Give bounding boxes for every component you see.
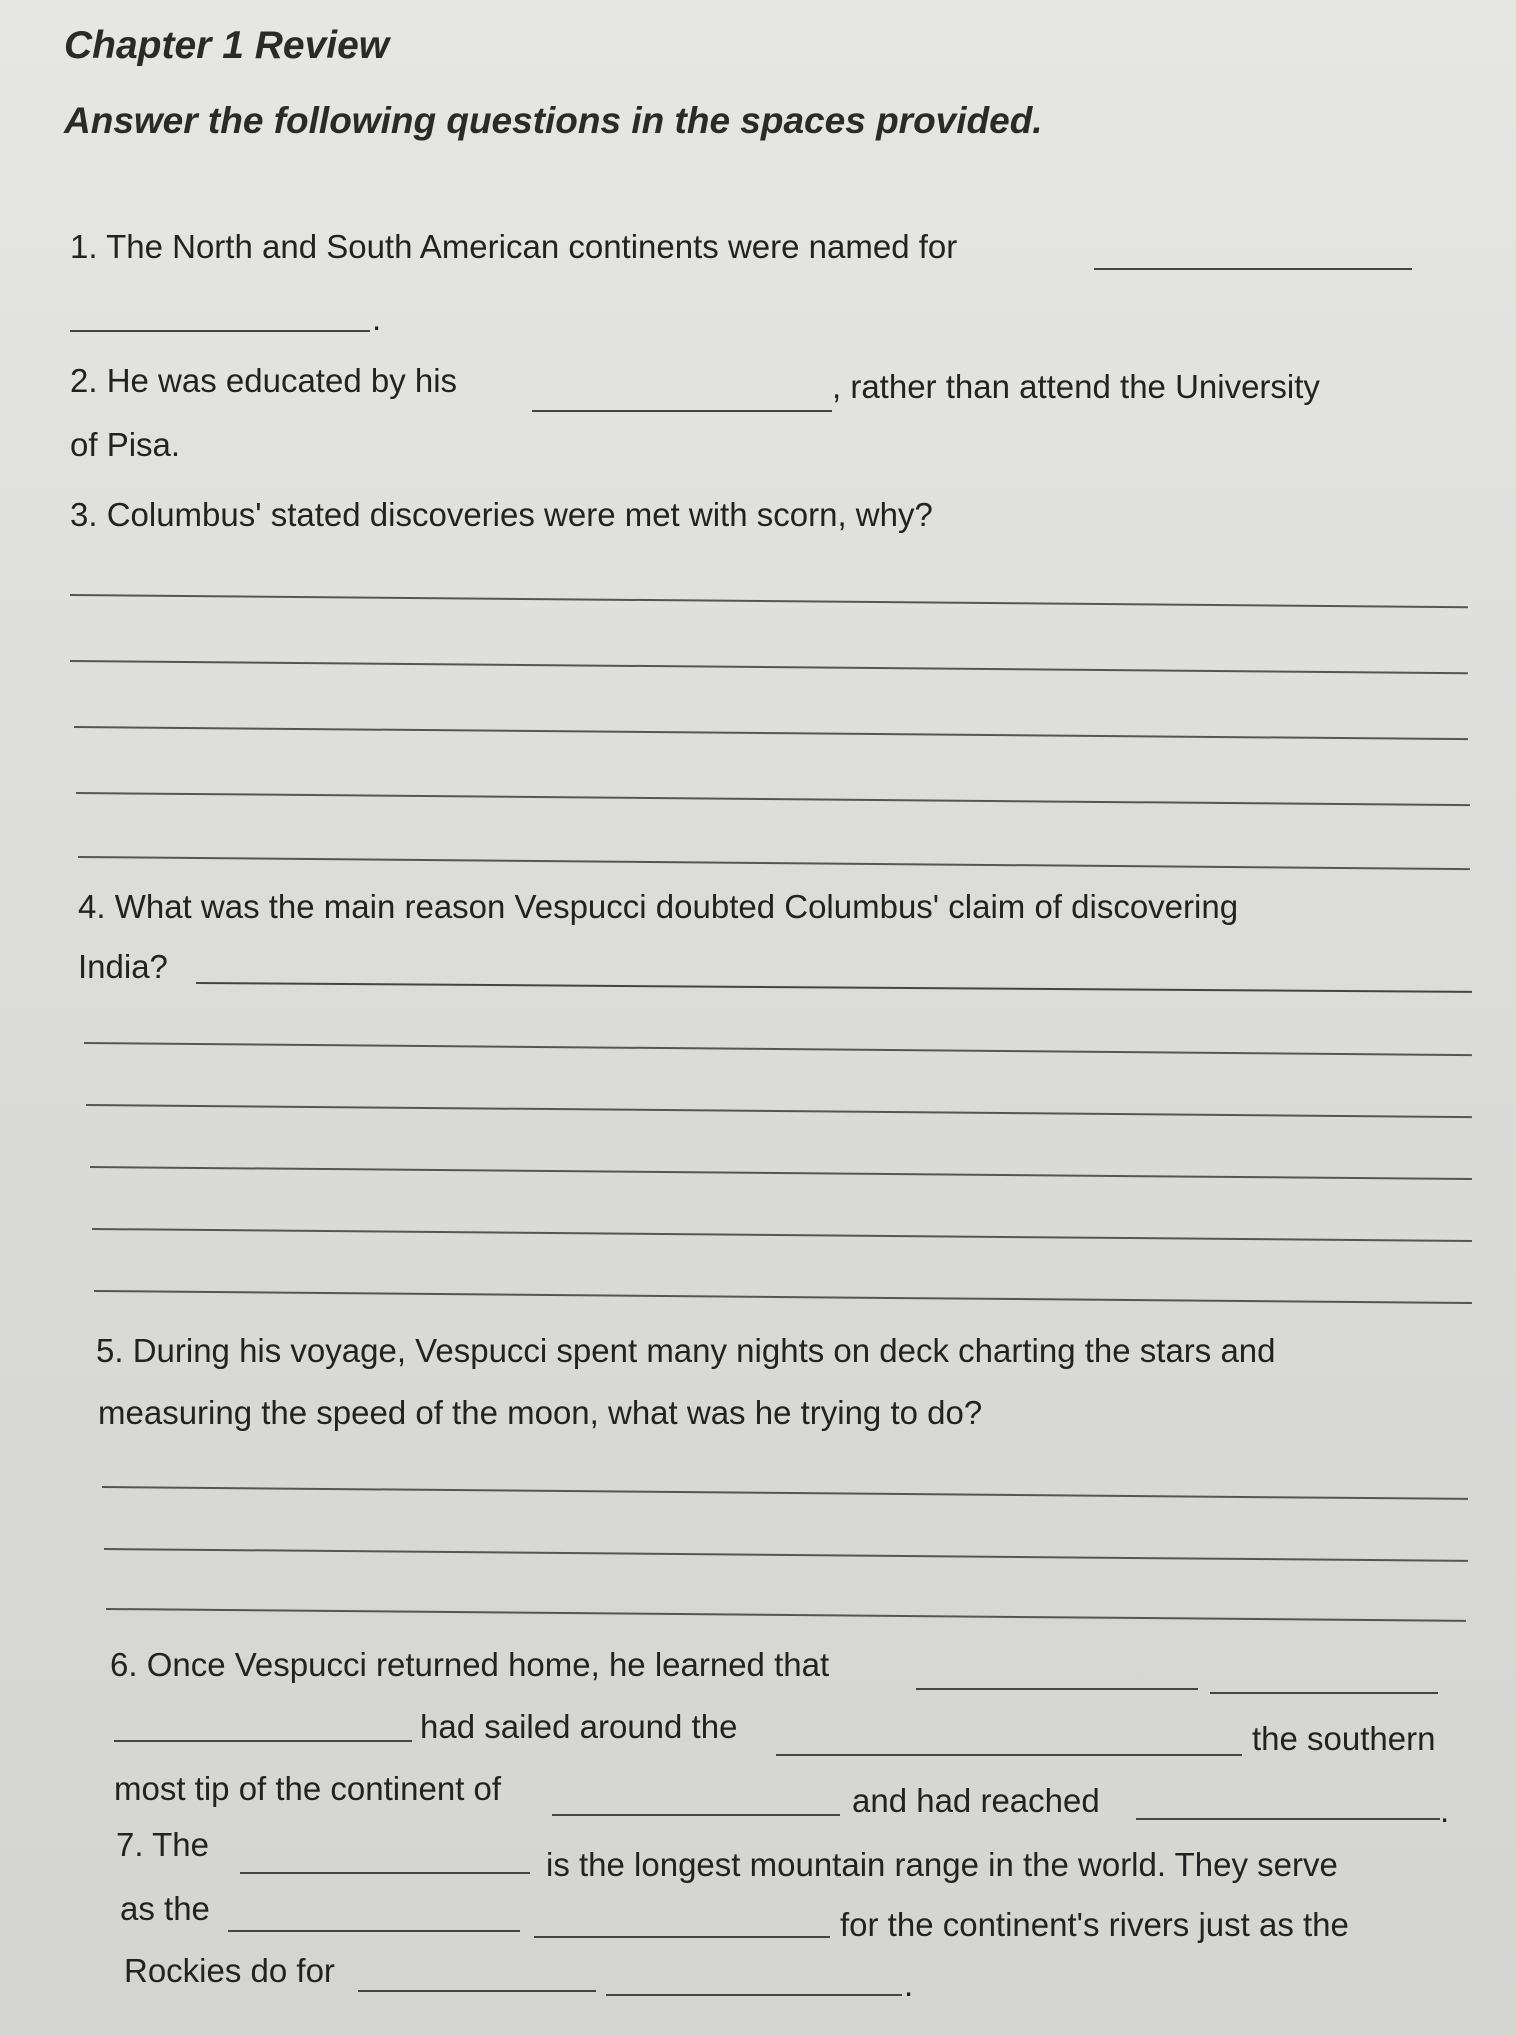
question-4-text-line2: India? <box>78 948 168 985</box>
q7-answer-blank-a[interactable] <box>240 1872 530 1874</box>
question-7-text-line2b: for the continent's rivers just as the <box>840 1906 1349 1943</box>
q5-answer-line-3[interactable] <box>106 1608 1466 1622</box>
q7-period: . <box>904 1966 914 2003</box>
q5-answer-line-1[interactable] <box>102 1486 1468 1500</box>
question-6-text-line2a: had sailed around the <box>420 1708 738 1745</box>
q7-answer-blank-b[interactable] <box>228 1930 520 1932</box>
question-6-text: 6. Once Vespucci returned home, he learned that <box>110 1646 830 1683</box>
question-3-text: 3. Columbus' stated discoveries were met with scorn, why? <box>70 496 933 533</box>
q6-answer-blank-e[interactable] <box>552 1814 840 1816</box>
q1-answer-blank-b[interactable] <box>70 330 370 332</box>
q4-answer-line-3[interactable] <box>86 1104 1472 1118</box>
q7-answer-blank-d[interactable] <box>358 1990 596 1992</box>
question-5-text-line2: measuring the speed of the moon, what was he trying to do? <box>98 1394 983 1431</box>
question-5-text: 5. During his voyage, Vespucci spent many nights on deck charting the stars and <box>96 1332 1276 1369</box>
q6-answer-blank-a[interactable] <box>916 1688 1198 1690</box>
q6-answer-blank-c[interactable] <box>114 1740 412 1742</box>
question-2-text: 2. He was educated by his <box>70 362 458 399</box>
q7-answer-blank-c[interactable] <box>534 1936 830 1938</box>
question-2-text-cont: , rather than attend the University <box>832 368 1320 405</box>
q3-answer-line-2[interactable] <box>70 660 1468 674</box>
q7-answer-blank-e[interactable] <box>606 1994 902 1996</box>
q3-answer-line-1[interactable] <box>70 594 1468 608</box>
q6-period: . <box>1440 1792 1450 1829</box>
question-6-text-line2b: the southern <box>1252 1720 1436 1757</box>
question-7-text-line3a: Rockies do for <box>124 1952 335 1989</box>
page-title: Chapter 1 Review <box>64 24 390 67</box>
q6-answer-blank-f[interactable] <box>1136 1818 1440 1820</box>
question-6-text-line3a: most tip of the continent of <box>114 1770 502 1807</box>
q3-answer-line-4[interactable] <box>76 792 1470 806</box>
question-2-text-line2: of Pisa. <box>70 426 181 463</box>
q6-answer-blank-d[interactable] <box>776 1754 1242 1756</box>
question-7-text-line2a: as the <box>120 1890 210 1927</box>
question-1-text: 1. The North and South American continents were named for <box>70 228 958 265</box>
instructions: Answer the following questions in the spaces provided. <box>64 100 1043 141</box>
question-4-text: 4. What was the main reason Vespucci doubted Columbus' claim of discovering <box>78 888 1239 925</box>
question-7-text: 7. The <box>116 1826 209 1863</box>
q4-answer-line-6[interactable] <box>94 1290 1472 1304</box>
q6-answer-blank-b[interactable] <box>1210 1692 1438 1694</box>
q4-answer-line-1[interactable] <box>196 982 1472 993</box>
q4-answer-line-4[interactable] <box>90 1166 1472 1180</box>
q4-answer-line-5[interactable] <box>92 1228 1472 1242</box>
q2-answer-blank[interactable] <box>532 410 832 412</box>
q1-answer-blank-a[interactable] <box>1094 268 1412 270</box>
q1-period: . <box>372 300 382 337</box>
q5-answer-line-2[interactable] <box>104 1548 1468 1562</box>
q4-answer-line-2[interactable] <box>84 1042 1472 1056</box>
question-6-text-line3b: and had reached <box>852 1782 1100 1819</box>
q3-answer-line-3[interactable] <box>74 726 1468 740</box>
q3-answer-line-5[interactable] <box>78 856 1470 870</box>
question-7-text-line1b: is the longest mountain range in the world. They serve <box>546 1846 1338 1883</box>
